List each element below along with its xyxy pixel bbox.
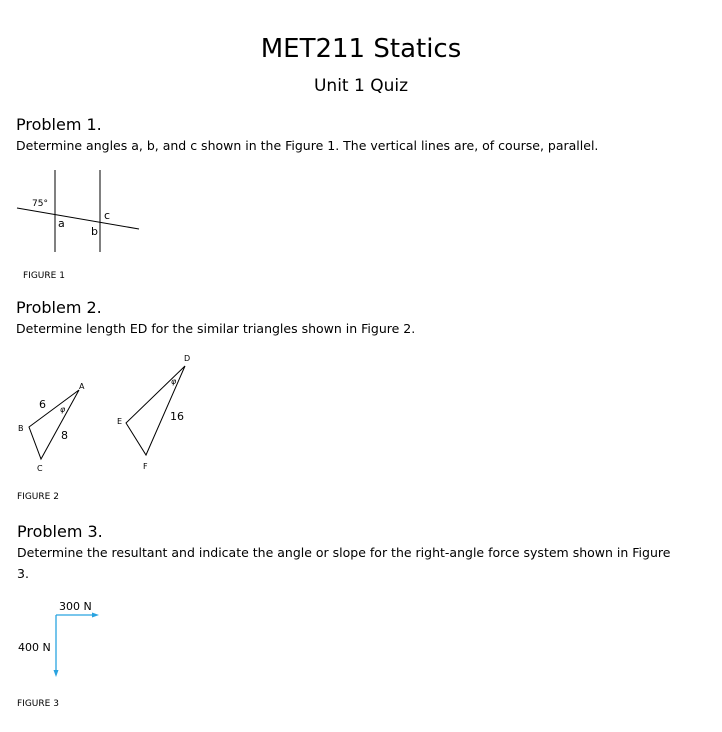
page-subtitle: Unit 1 Quiz <box>313 76 409 96</box>
vertex-b-label: B <box>18 424 24 433</box>
problem-1-heading: Problem 1. <box>16 115 102 134</box>
problem-3-text-line-1: Determine the resultant and indicate the angle or slope for the right-angle force system shown in Figure <box>17 545 671 560</box>
phi-angle-label-large: φ <box>171 377 177 386</box>
side-ba-length: 6 <box>39 398 46 411</box>
problem-1-text: Determine angles a, b, and c shown in the Figure 1. The vertical lines are, of course, parallel. <box>16 138 599 153</box>
force-400n-label: 400 N <box>18 641 51 654</box>
vertex-e-label: E <box>117 417 123 426</box>
problem-3-heading: Problem 3. <box>17 522 103 541</box>
angle-75-label: 75° <box>32 199 48 209</box>
problem-2-text: Determine length ED for the similar triangles shown in Figure 2. <box>16 321 416 336</box>
vertex-f-label: F <box>143 462 148 471</box>
figure-3 <box>0 595 120 685</box>
phi-angle-label-small: φ <box>60 405 66 414</box>
figure-1 <box>0 165 160 265</box>
triangle-abc <box>29 390 79 459</box>
angle-a-label: a <box>58 217 65 230</box>
vertex-d-label: D <box>184 354 191 363</box>
figure-2-caption: FIGURE 2 <box>17 492 59 502</box>
side-fd-length: 16 <box>170 410 184 423</box>
angle-c-label: c <box>104 209 111 222</box>
angle-b-label: b <box>91 225 98 238</box>
problem-2-heading: Problem 2. <box>16 298 102 317</box>
force-arrow-horizontal-head <box>92 613 99 618</box>
vertex-c-label: C <box>37 464 43 473</box>
vertex-a-label: A <box>79 382 85 391</box>
page-title: MET211 Statics <box>260 34 462 64</box>
force-arrow-vertical-head <box>54 670 59 677</box>
figure-2 <box>0 345 210 480</box>
problem-3-text-line-2: 3. <box>17 566 29 581</box>
side-ca-length: 8 <box>61 429 68 442</box>
figure-3-caption: FIGURE 3 <box>17 699 59 709</box>
transversal-line <box>17 208 139 229</box>
figure-1-caption: FIGURE 1 <box>23 271 65 281</box>
force-300n-label: 300 N <box>59 600 92 613</box>
